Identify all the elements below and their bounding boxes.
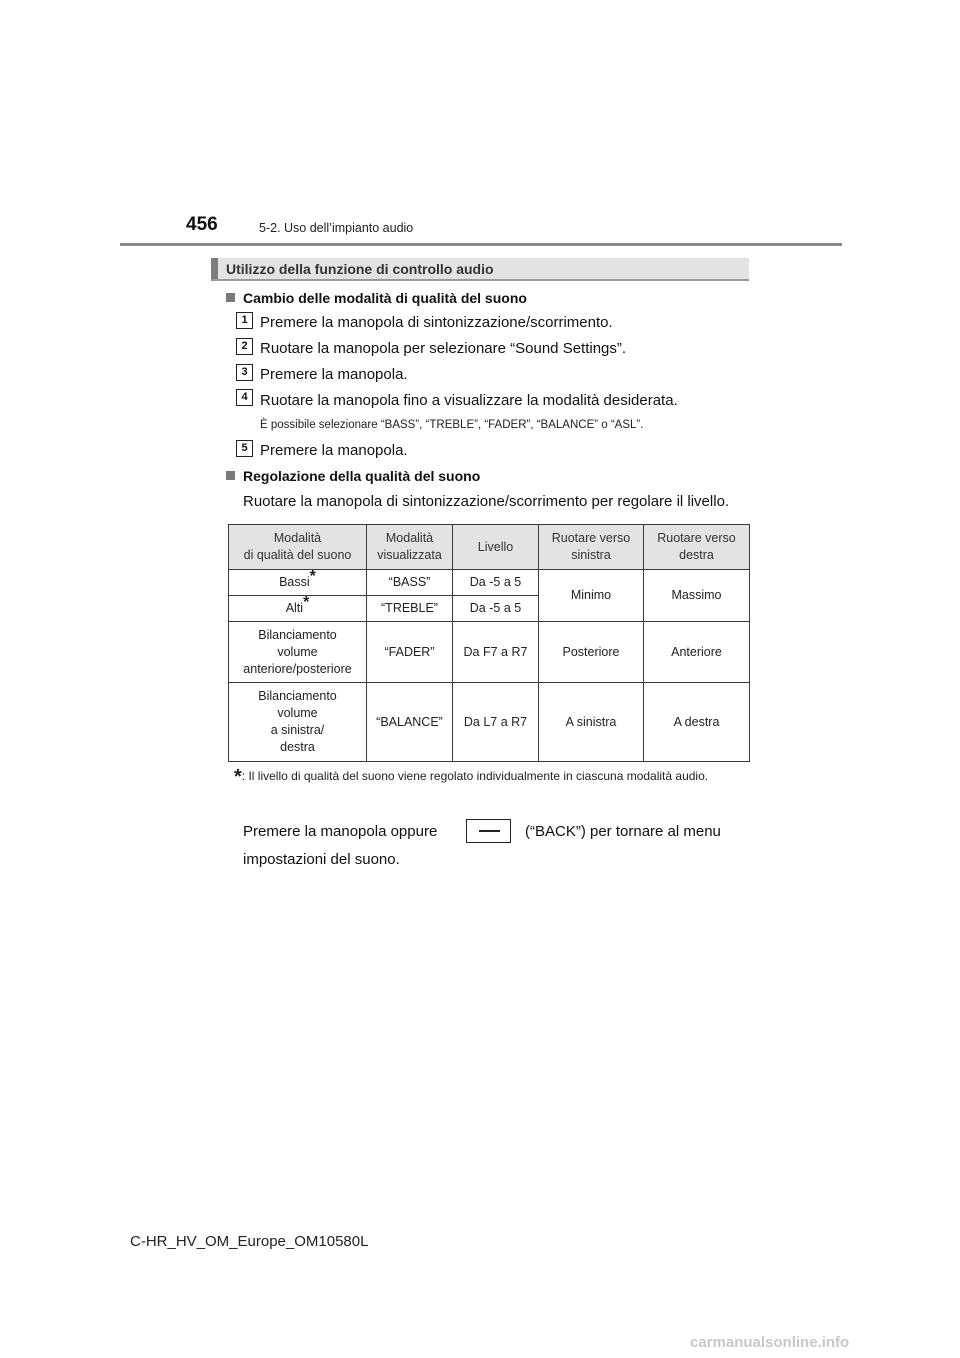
cell-turn-left-merged: Minimo xyxy=(539,570,644,622)
section-title-bar xyxy=(211,258,218,279)
asterisk-mark: * xyxy=(309,568,316,585)
cell-mode-line2: volume xyxy=(277,644,318,659)
section-title: Utilizzo della funzione di controllo audio xyxy=(226,261,494,277)
cell-mode-text: Alti xyxy=(285,601,304,615)
back-dash-icon xyxy=(479,830,500,832)
step-badge-3: 3 xyxy=(236,364,253,381)
cell-level: Da -5 a 5 xyxy=(453,596,539,622)
section-reference: 5-2. Uso dell’impianto audio xyxy=(259,221,414,235)
cell-turn-right-merged: Massimo xyxy=(644,570,750,622)
header-turn-left xyxy=(539,525,644,570)
cell-turn-right: A destra xyxy=(644,683,750,762)
header-display-line2: visualizzata xyxy=(377,548,442,562)
cell-mode-line1: Bilanciamento xyxy=(258,689,337,703)
cell-display: “BASS” xyxy=(367,570,453,596)
cell-mode xyxy=(229,570,367,596)
asterisk-mark: * xyxy=(303,594,310,611)
cell-level: Da F7 a R7 xyxy=(453,622,539,683)
cell-turn-left: Posteriore xyxy=(539,622,644,683)
cell-level: Da -5 a 5 xyxy=(453,570,539,596)
header-turn-right xyxy=(644,525,750,570)
header-mode-line2: di qualità del suono xyxy=(243,548,352,562)
cell-mode xyxy=(229,683,367,762)
header-mode xyxy=(229,525,367,570)
header-left-line2: sinistra xyxy=(571,548,611,562)
header-display-line1: Modalità xyxy=(385,531,434,545)
cell-mode-line3: anteriore/posteriore xyxy=(243,661,352,676)
header-display xyxy=(367,525,453,570)
sound-settings-table xyxy=(228,524,750,762)
table-row xyxy=(229,622,750,683)
header-level-text: Livello xyxy=(477,539,514,554)
footnote-asterisk: * xyxy=(234,766,242,788)
table-row xyxy=(229,683,750,762)
table-row xyxy=(229,570,750,596)
footer-document-code: C-HR_HV_OM_Europe_OM10580L xyxy=(130,1233,369,1250)
cell-display: “BALANCE” xyxy=(367,683,453,762)
header-rule xyxy=(120,243,842,246)
step-text-5: Premere la manopola. xyxy=(260,442,408,459)
step-text-3: Premere la manopola. xyxy=(260,366,408,383)
cell-display: “FADER” xyxy=(367,622,453,683)
table-header-row xyxy=(229,525,750,570)
cell-turn-left: A sinistra xyxy=(539,683,644,762)
back-button[interactable] xyxy=(466,819,511,843)
closing-text-line2: impostazioni del suono. xyxy=(243,851,400,868)
bullet-square-icon xyxy=(226,293,235,302)
subsection-heading-1-text: Cambio delle modalità di qualità del suono xyxy=(243,290,527,306)
cell-turn-right: Anteriore xyxy=(644,622,750,683)
cell-mode-line2: volume xyxy=(277,706,318,720)
subsection-intro: Ruotare la manopola di sintonizzazione/scorrimento per regolare il livello. xyxy=(243,493,730,510)
header-right-line1: Ruotare verso xyxy=(657,531,736,545)
step-text-1: Premere la manopola di sintonizzazione/scorrimento. xyxy=(260,314,613,331)
header-right-line2: destra xyxy=(679,548,714,562)
subsection-heading-2-text: Regolazione della qualità del suono xyxy=(243,468,481,484)
subsection-heading-1 xyxy=(226,290,527,306)
step-note: È possibile selezionare “BASS”, “TREBLE”, “FADER”, “BALANCE” o “ASL”. xyxy=(260,419,644,431)
cell-mode xyxy=(229,596,367,622)
step-badge-5: 5 xyxy=(236,440,253,457)
header-level xyxy=(453,525,539,570)
cell-level: Da L7 a R7 xyxy=(453,683,539,762)
cell-mode-line1: Bilanciamento xyxy=(258,627,337,642)
closing-text-before: Premere la manopola oppure xyxy=(243,823,438,840)
header-mode-line1: Modalità xyxy=(273,531,322,545)
cell-mode-line3: a sinistra/ xyxy=(270,723,325,737)
step-text-4: Ruotare la manopola fino a visualizzare la modalità desiderata. xyxy=(260,392,678,409)
cell-mode-line4: destra xyxy=(280,740,315,754)
cell-mode xyxy=(229,622,367,683)
subsection-heading-2 xyxy=(226,468,480,484)
closing-text-after: (“BACK”) per tornare al menu xyxy=(525,823,721,840)
bullet-square-icon xyxy=(226,471,235,480)
step-badge-2: 2 xyxy=(236,338,253,355)
footnote xyxy=(234,768,750,786)
footnote-text: : Il livello di qualità del suono viene regolato individualmente in ciascuna modalità audio. xyxy=(241,769,709,783)
step-badge-1: 1 xyxy=(236,312,253,329)
step-text-2: Ruotare la manopola per selezionare “Sound Settings”. xyxy=(260,340,627,357)
step-badge-4: 4 xyxy=(236,389,253,406)
header-left-line1: Ruotare verso xyxy=(551,531,631,545)
cell-mode-text: Bassi xyxy=(279,575,310,589)
page-number: 456 xyxy=(186,214,218,235)
section-title-box xyxy=(211,258,749,281)
cell-display: “TREBLE” xyxy=(367,596,453,622)
watermark: carmanualsonline.info xyxy=(690,1334,850,1351)
